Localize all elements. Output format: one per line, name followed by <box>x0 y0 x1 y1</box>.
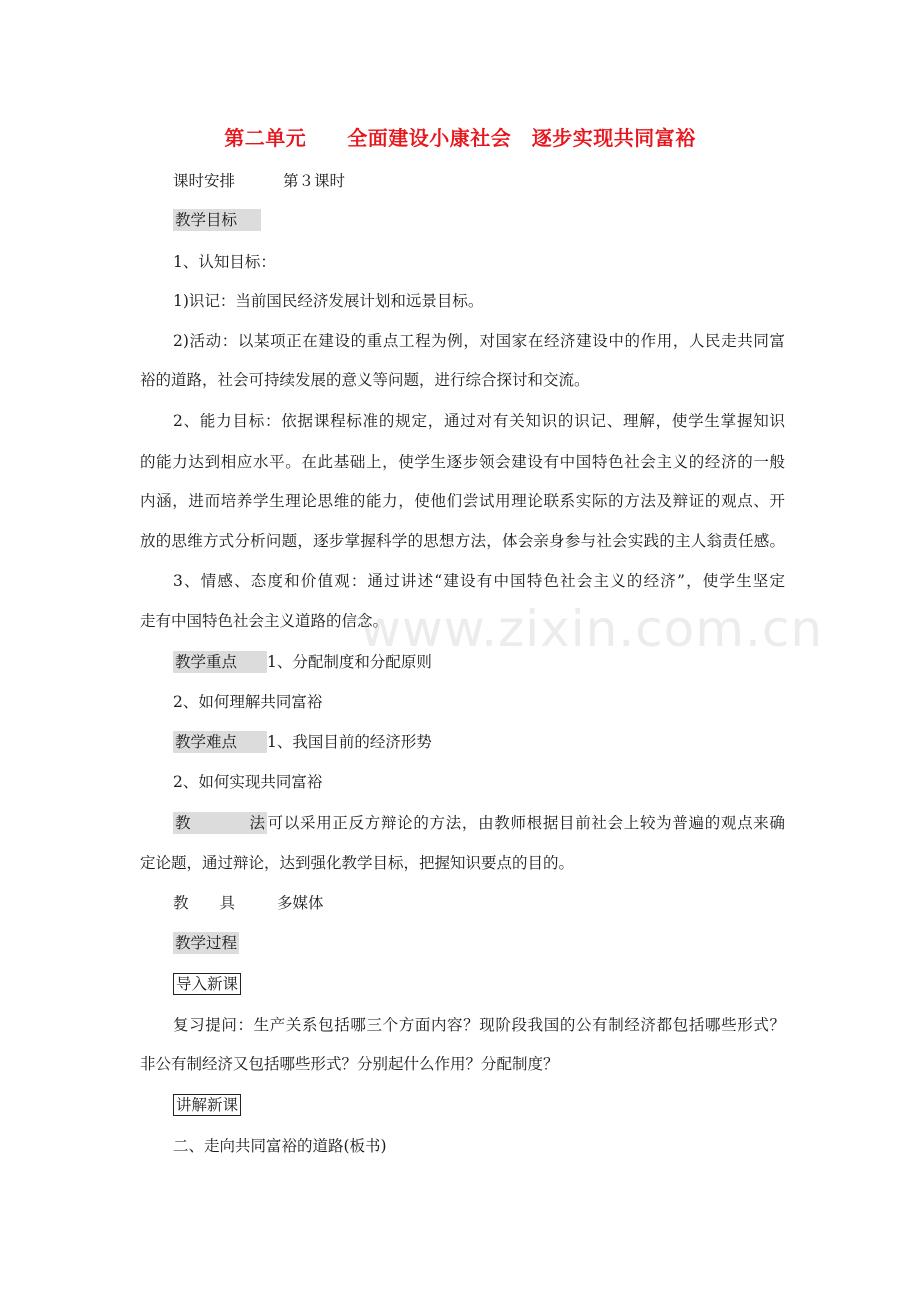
objectives-heading: 教学目标 <box>173 209 261 231</box>
review-line-1: 复习提问：生产关系包括哪三个方面内容？现阶段我国的公有制经济都包括哪些形式？ <box>173 1016 785 1034</box>
process-heading: 教学过程 <box>175 934 238 952</box>
intro-line <box>173 973 785 995</box>
lecture-line <box>173 1094 785 1116</box>
difficulties-line <box>173 731 785 753</box>
key-points-item-1: 1、分配制度和分配原则 <box>267 653 432 671</box>
tools-line <box>173 892 785 914</box>
schedule-value: 第３课时 <box>283 172 346 190</box>
review-line-2: 非公有制经济又包括哪些形式？分别起什么作用？分配制度？ <box>140 1055 559 1073</box>
tools-value: 多媒体 <box>277 894 324 912</box>
method-line-2: 定论题，通过辩论，达到强化教学目标，把握知识要点的目的。 <box>140 854 575 872</box>
method-line <box>173 812 785 834</box>
page-title: 第二单元 全面建设小康社会 逐步实现共同富裕 <box>224 126 696 150</box>
key-points-item-2: 2、如何理解共同富裕 <box>173 693 323 711</box>
ability-line-4: 放的思维方式分析问题，逐步掌握科学的思想方法，体会亲身参与社会实践的主人翁责任感。 <box>140 532 785 550</box>
lecture-heading: 讲解新课 <box>173 1094 241 1116</box>
memorize-line: 1)识记：当前国民经济发展计划和远景目标。 <box>173 292 484 310</box>
cognitive-heading: 1、认知目标： <box>173 253 276 271</box>
difficulties-item-2: 2、如何实现共同富裕 <box>173 773 323 791</box>
emotion-line-1: 3、情感、态度和价值观：通过讲述“建设有中国特色社会主义的经济”，使学生坚定 <box>173 572 785 590</box>
intro-heading: 导入新课 <box>173 973 241 995</box>
schedule-label: 课时安排 <box>173 172 236 190</box>
ability-line-3: 内涵，进而培养学生理论思维的能力，使他们尝试用理论联系实际的方法及辩证的观点、开 <box>140 492 785 510</box>
difficulties-label: 教学难点 <box>173 731 267 753</box>
schedule-line <box>173 170 785 192</box>
section-two-heading: 二、走向共同富裕的道路(板书) <box>173 1137 387 1155</box>
method-label: 教 法 <box>175 814 265 832</box>
watermark: www.zixin.com.cn <box>360 600 824 658</box>
activity-line-1: 2)活动：以某项正在建设的重点工程为例，对国家在经济建设中的作用，人民走共同富 <box>173 332 785 350</box>
activity-line-2: 裕的道路，社会可持续发展的意义等问题，进行综合探讨和交流。 <box>140 371 590 389</box>
objectives-line <box>173 209 785 231</box>
ability-line-1: 2、能力目标：依据课程标准的规定，通过对有关知识的识记、理解，使学生掌握知识 <box>173 412 785 430</box>
method-line-1: 可以采用正反方辩论的方法，由教师根据目前社会上较为普遍的观点来确 <box>267 814 785 832</box>
difficulties-item-1: 1、我国目前的经济形势 <box>267 733 432 751</box>
ability-line-2: 的能力达到相应水平。在此基础上，使学生逐步领会建设有中国特色社会主义的经济的一般 <box>140 453 785 471</box>
emotion-line-2: 走有中国特色社会主义道路的信念。 <box>140 612 389 630</box>
key-points-label: 教学重点 <box>173 651 267 673</box>
tools-label: 教 具 <box>173 894 236 912</box>
process-line <box>173 932 785 954</box>
